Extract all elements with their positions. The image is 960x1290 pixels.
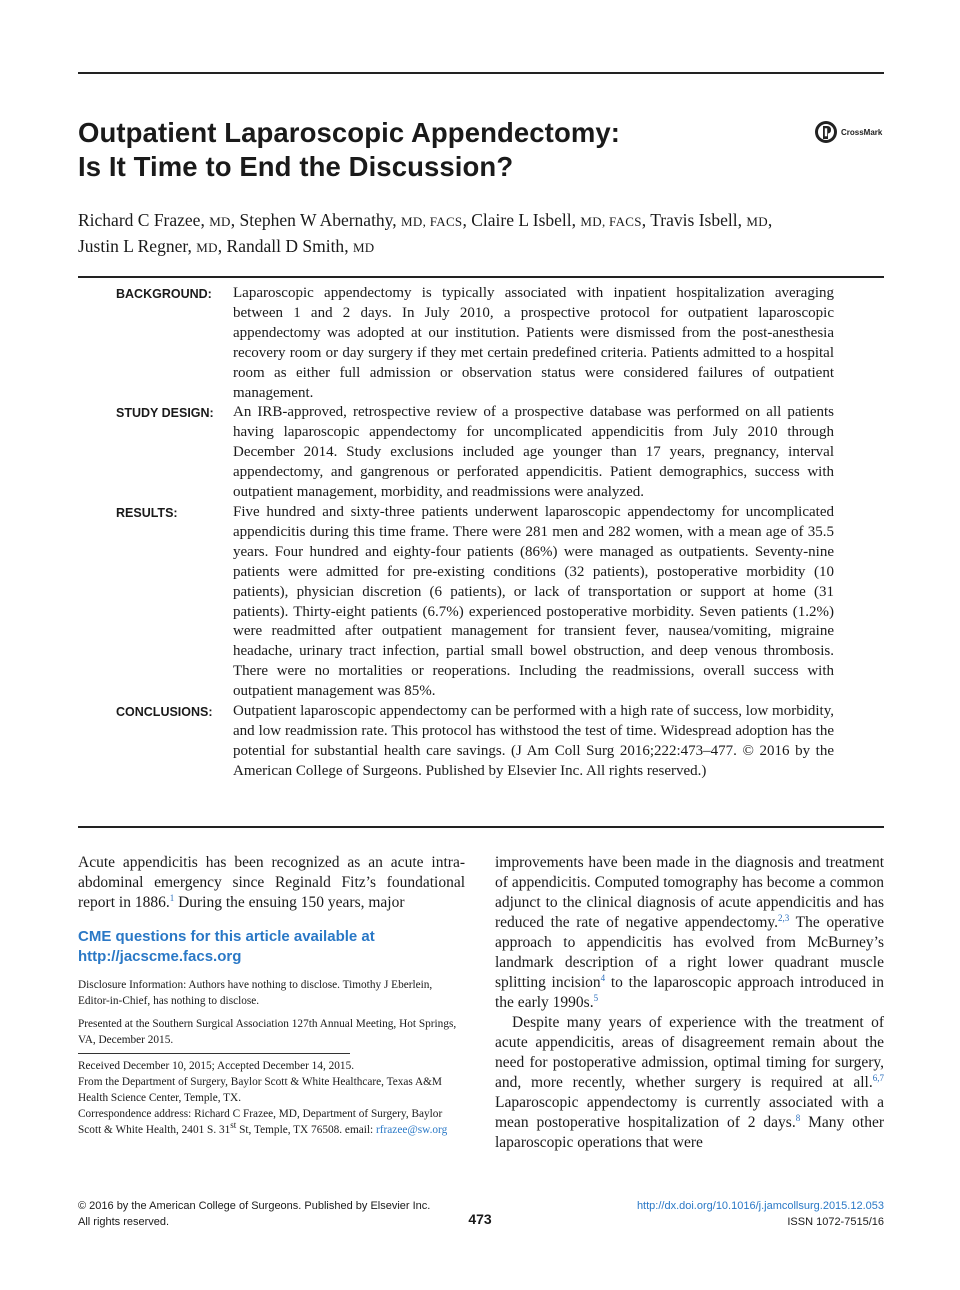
article-notes	[78, 977, 465, 1138]
author: Claire L Isbell, MD, FACS	[471, 210, 642, 230]
article-title	[78, 116, 778, 184]
citation-ref[interactable]: 8	[795, 1112, 801, 1123]
doi-link[interactable]: http://dx.doi.org/10.1016/j.jamcollsurg.2015.12.053	[636, 1200, 884, 1212]
abstract-label: CONCLUSIONS:	[116, 705, 213, 720]
presented-note: Presented at the Southern Surgical Association 127th Annual Meeting, Hot Springs, VA, December 2015.	[78, 1018, 457, 1046]
body-paragraph: improvements have been made in the diagnosis and treatment of appendicitis. Computed tomography has become a common adjunct to the clinical diagnosis of acute appendicitis and has reduced the rate of negative appendectomy.$^{2,3}$ The operative approach to appendicitis has evolved from McBurney’s landmark description of a right lower quadrant muscle splitting incision$^4$ to the laparoscopic approach introduced in the early 1990s.$^5$	[495, 854, 884, 1011]
disclosure-note: Disclosure Information: Authors have nothing to disclose. Timothy J Eberlein, Editor-in-Chief, has nothing to disclose.	[78, 979, 433, 1007]
received-note: Received December 10, 2015; Accepted December 14, 2015.	[78, 1060, 355, 1072]
abstract-text: An IRB-approved, retrospective review of a prospective database was performed on all patients having laparoscopic appendectomy for uncomplicated appendicitis from July 2010 through December 2014. Study exclusions included age younger than 17 years, pregnancy, interval appendectomy, and gangrenous or perforated appendicitis. Patient demographics, success with outpatient management, morbidity, and readmissions were analyzed.	[233, 404, 834, 501]
title-line-1: Outpatient Laparoscopic Appendectomy:	[78, 117, 621, 148]
author: Randall D Smith, MD	[226, 236, 375, 256]
author: Richard C Frazee, MD	[78, 210, 231, 230]
abstract-label: RESULTS:	[116, 505, 178, 520]
citation-ref[interactable]: 1	[169, 892, 175, 903]
issn-text: ISSN 1072-7515/16	[787, 1216, 884, 1228]
copyright-text: © 2016 by the American College of Surgeons. Published by Elsevier Inc.	[78, 1200, 431, 1212]
citation-ref[interactable]: 5	[593, 992, 599, 1003]
footer-doi	[637, 1198, 884, 1230]
cme-link[interactable]: http://jacscme.facs.org	[78, 948, 242, 965]
abstract-label: BACKGROUND:	[116, 287, 212, 301]
author-list: Richard C Frazee, MD, Stephen W Abernathy, MD, FACS, Claire L Isbell, MD, FACS, Travis Isbell, MD, Justin L Regner, MD, Randall D Smith, MD	[78, 210, 773, 256]
citation-ref[interactable]: 4	[600, 972, 606, 983]
author: Justin L Regner, MD	[78, 236, 218, 256]
abstract-conclusions	[116, 702, 834, 782]
abstract-rule	[78, 826, 884, 828]
title-line-2: Is It Time to End the Discussion?	[78, 151, 514, 182]
citation-ref[interactable]: 6,7	[872, 1072, 884, 1083]
abstract-study-design	[116, 403, 834, 503]
rights-text: All rights reserved.	[78, 1216, 170, 1228]
authors-rule	[78, 276, 884, 278]
top-rule	[78, 72, 884, 74]
cme-text: CME questions for this article available at	[78, 928, 375, 945]
abstract-background	[116, 284, 834, 403]
citation-ref[interactable]: 2,3	[778, 912, 790, 923]
abstract-label: STUDY DESIGN:	[116, 406, 214, 421]
crossmark-icon	[814, 120, 838, 144]
abstract-results	[116, 503, 834, 702]
abstract-text: Laparoscopic appendectomy is typically associated with inpatient hospitalization averaging between 1 and 2 days. In July 2010, a prospective protocol for outpatient laparoscopic appendectomy was adopted at our institution. Patients were dismissed from the post-anesthesia recovery room or day surgery if they met certain predefined criteria. Patients admitted to a hospital room as either full admission or observation status were considered failures of outpatient management.	[233, 285, 834, 401]
crossmark-badge[interactable]	[814, 120, 882, 144]
abstract-text: Outpatient laparoscopic appendectomy can be performed with a high rate of success, low morbidity, and low readmission rate. This protocol has withstood the test of time. Widespread adoption has the potential for substantial health care savings. (J Am Coll Surg 2016;222:473–477. © 2016 by the American College of Surgeons. Published by Elsevier Inc. All rights reserved.)	[233, 703, 834, 779]
page-number: 473	[468, 1211, 492, 1227]
footer-copyright	[78, 1198, 430, 1230]
affiliation-note: From the Department of Surgery, Baylor Scott & White Healthcare, Texas A&M Health Science Center, Temple, TX.	[78, 1076, 442, 1104]
notes-separator	[78, 1053, 350, 1054]
right-column	[495, 853, 884, 1153]
crossmark-label: CrossMark	[841, 127, 883, 137]
intro-paragraph: Acute appendicitis has been recognized as an acute intra-abdominal emergency since Reginald Fitz’s foundational report in 1886.$^1$ During the ensuing 150 years, major	[78, 854, 465, 911]
email-link[interactable]: rfrazee@sw.org	[376, 1124, 448, 1136]
abstract	[116, 284, 834, 782]
left-column	[78, 853, 465, 1138]
author: Travis Isbell, MD	[650, 210, 768, 230]
author: Stephen W Abernathy, MD, FACS	[239, 210, 463, 230]
cme-notice	[78, 927, 465, 967]
abstract-text: Five hundred and sixty-three patients underwent laparoscopic appendectomy for uncomplicated appendicitis during this time frame. There were 281 men and 282 women, with a mean age of 35.5 years. Four hundred and eighty-four patients (86%) were managed as outpatients. Seventy-nine patients were admitted for pre-existing conditions (32 patients), postoperative morbidity (10 patients), physician discretion (6 patients), or lack of transportation or support at home (31 patients). Thirty-eight patients (6.7%) experienced postoperative morbidity. Seven patients (1.2%) were readmitted after outpatient management for transient fever, nausea/vomiting, migraine headache, urinary tract infection, partial small bowel obstruction, and deep venous thrombosis. There were no mortalities or reoperations. Including the readmissions, overall success with outpatient management was 85%.	[233, 503, 834, 700]
correspondence-note: Correspondence address: Richard C Frazee, MD, Department of Surgery, Baylor Scott & White Health, 2401 S. 31st St, Temple, TX 76508. email: rfrazee@sw.org	[78, 1108, 448, 1136]
body-paragraph: Despite many years of experience with the treatment of acute appendicitis, areas of disagreement remain about the need for postoperative admission, optimal timing for surgery, and, more recently, whether surgery is required at all.$^{6,7}$ Laparoscopic appendectomy is currently associated with a mean postoperative hospitalization of 2 days.$^8$ Many other laparoscopic operations that were	[495, 1014, 885, 1151]
